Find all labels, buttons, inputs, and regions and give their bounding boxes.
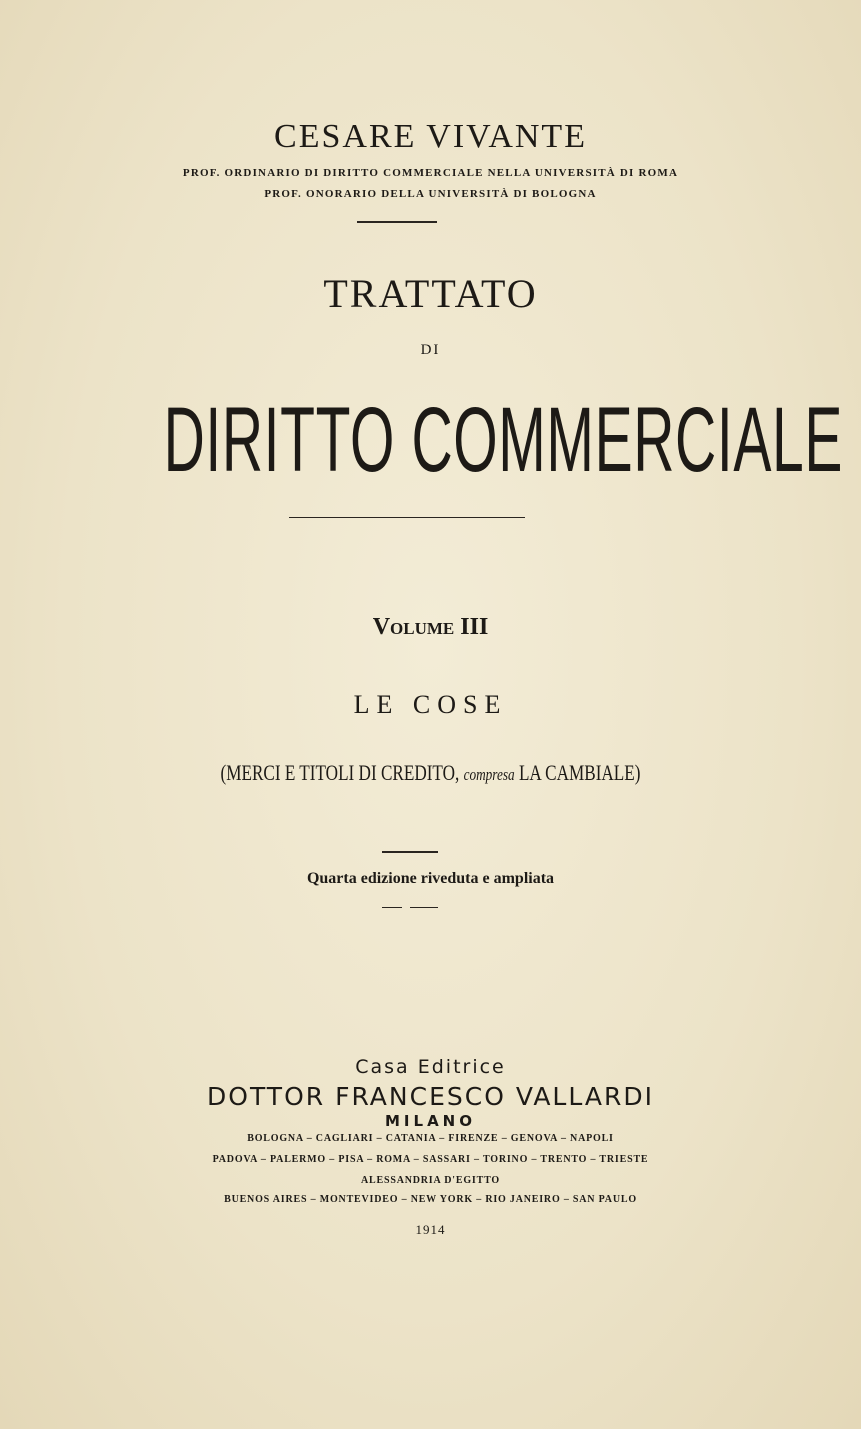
subtitle-part-1: (MERCI E TITOLI DI CREDITO, — [220, 760, 464, 785]
author-name: CESARE VIVANTE — [274, 118, 587, 155]
imprint-branches-3: ALESSANDRIA D'EGITTO — [361, 1175, 500, 1186]
divider-rule — [289, 517, 525, 518]
subtitle-italic: compresa — [463, 765, 515, 784]
divider-rule — [410, 907, 438, 908]
title-line-1: TRATTATO — [323, 271, 538, 316]
edition-note: Quarta edizione riveduta e ampliata — [306, 870, 555, 887]
divider-rule — [382, 851, 438, 853]
volume-label: Volume III — [372, 614, 489, 640]
author-affiliation-1: PROF. ORDINARIO DI DIRITTO COMMERCIALE NELLA UNIVERSITÀ DI ROMA — [182, 167, 679, 179]
subtitle — [95, 760, 767, 786]
title-line-2: DI — [420, 342, 441, 358]
imprint-city: MILANO — [385, 1112, 476, 1130]
divider-rule — [382, 907, 402, 908]
part-title: LE COSE — [353, 690, 508, 719]
publication-year: 1914 — [415, 1222, 446, 1237]
imprint-casa: Casa Editrice — [355, 1056, 506, 1078]
imprint-publisher: DOTTOR FRANCESCO VALLARDI — [207, 1082, 654, 1111]
author-affiliation-2: PROF. ONORARIO DELLA UNIVERSITÀ DI BOLOGNA — [264, 188, 597, 200]
subtitle-part-2: LA CAMBIALE) — [514, 760, 641, 785]
imprint-branches-4: BUENOS AIRES – MONTEVIDEO – NEW YORK – RIO JANEIRO – SAN PAULO — [224, 1194, 637, 1205]
divider-rule — [357, 221, 437, 223]
imprint-branches-2: PADOVA – PALERMO – PISA – ROMA – SASSARI – TORINO – TRENTO – TRIESTE — [212, 1154, 649, 1165]
main-title: DIRITTO COMMERCIALE — [163, 389, 844, 491]
imprint-branches-1: BOLOGNA – CAGLIARI – CATANIA – FIRENZE – GENOVA – NAPOLI — [247, 1133, 614, 1144]
